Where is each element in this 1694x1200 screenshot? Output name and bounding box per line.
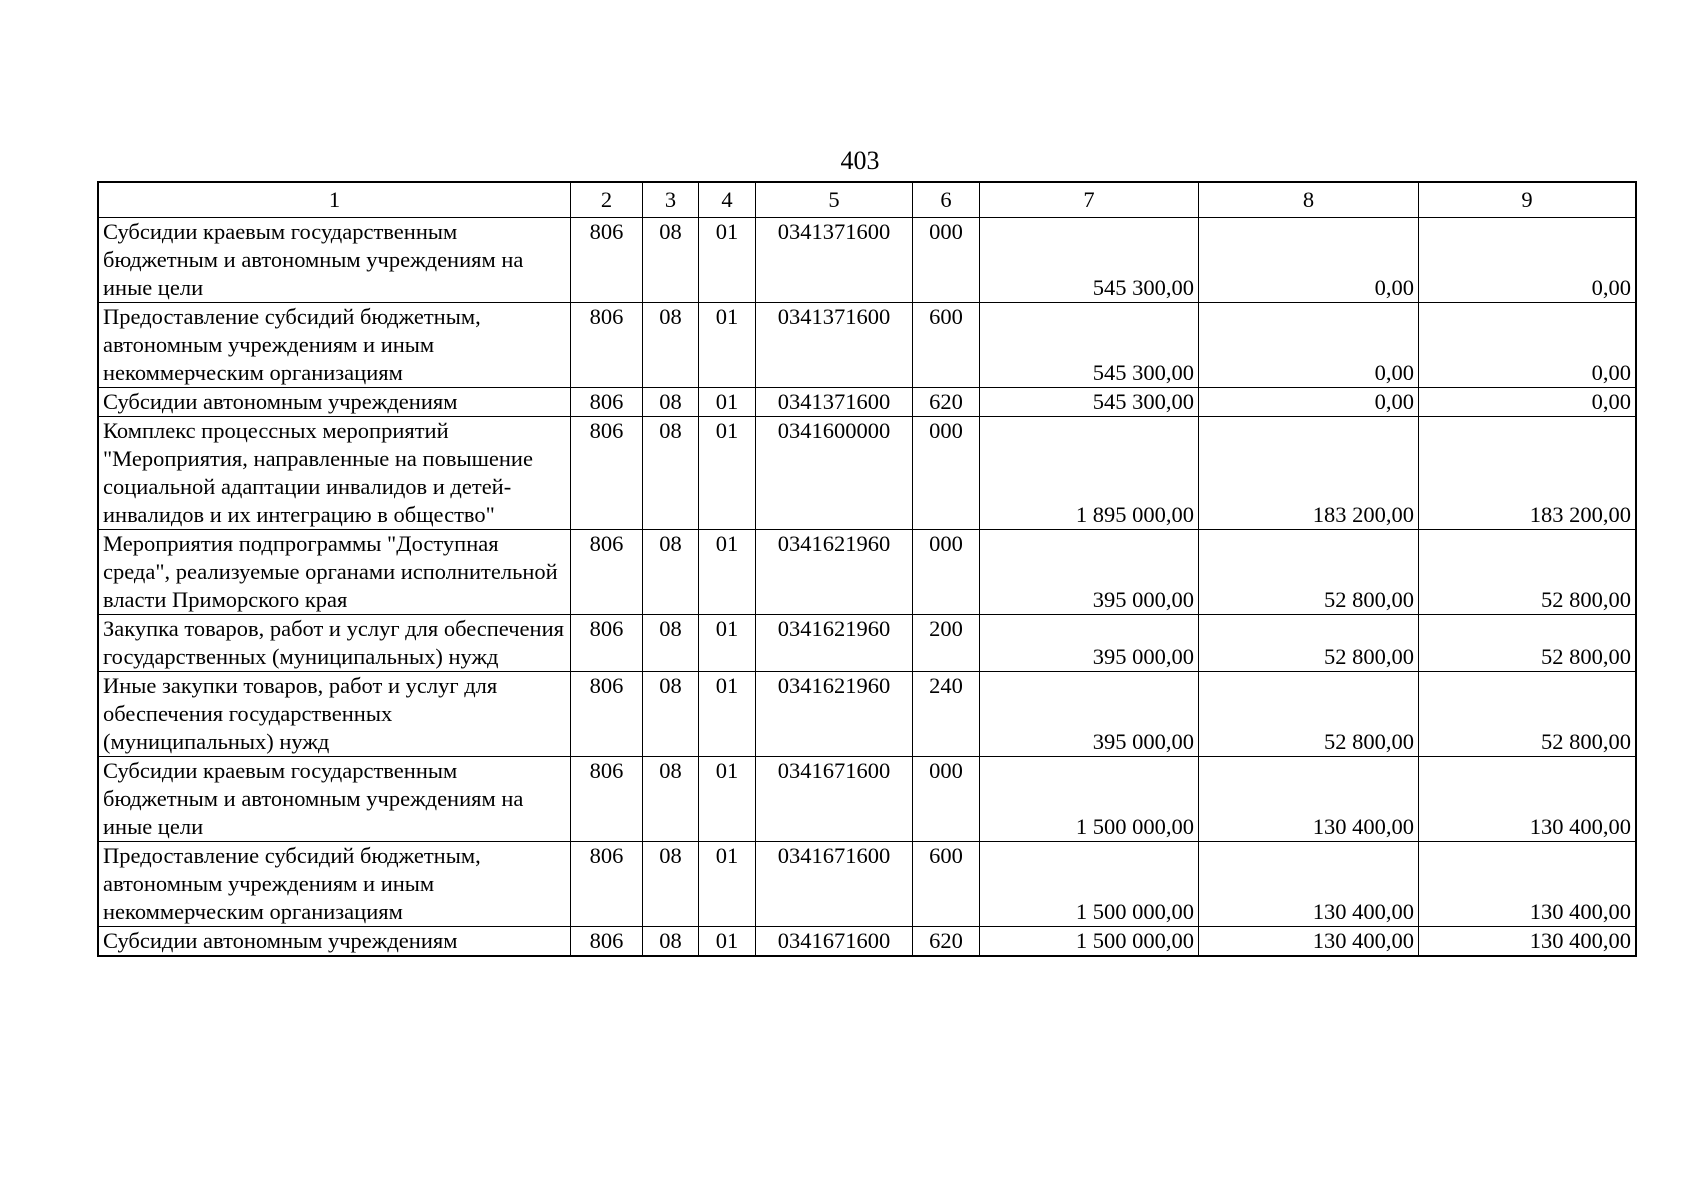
subsection-code: 01 <box>699 218 756 303</box>
subsection-code: 01 <box>699 615 756 672</box>
amount-col8: 52 800,00 <box>1199 615 1419 672</box>
amount-col9: 130 400,00 <box>1419 757 1636 842</box>
section-code: 08 <box>643 927 699 956</box>
admin-code: 806 <box>571 842 643 927</box>
row-name: Предоставление субсидий бюджетным, автономным учреждениям и иным некоммерческим организациям <box>99 303 571 388</box>
target-article-code: 0341371600 <box>756 303 913 388</box>
amount-col7: 1 500 000,00 <box>980 842 1199 927</box>
subsection-code: 01 <box>699 927 756 956</box>
section-code: 08 <box>643 218 699 303</box>
target-article-code: 0341621960 <box>756 615 913 672</box>
table-row <box>99 927 1636 956</box>
admin-code: 806 <box>571 388 643 417</box>
section-code: 08 <box>643 615 699 672</box>
section-code: 08 <box>643 530 699 615</box>
row-name: Субсидии краевым государственным бюджетным и автономным учреждениям на иные цели <box>99 757 571 842</box>
column-header: 8 <box>1199 183 1419 218</box>
expense-type-code: 000 <box>913 218 980 303</box>
target-article-code: 0341621960 <box>756 530 913 615</box>
table-row <box>99 388 1636 417</box>
admin-code: 806 <box>571 303 643 388</box>
amount-col9: 52 800,00 <box>1419 530 1636 615</box>
amount-col9: 183 200,00 <box>1419 417 1636 530</box>
target-article-code: 0341621960 <box>756 672 913 757</box>
admin-code: 806 <box>571 218 643 303</box>
table-row <box>99 218 1636 303</box>
admin-code: 806 <box>571 417 643 530</box>
amount-col9: 0,00 <box>1419 218 1636 303</box>
amount-col8: 130 400,00 <box>1199 757 1419 842</box>
expense-type-code: 000 <box>913 417 980 530</box>
section-code: 08 <box>643 303 699 388</box>
expense-type-code: 600 <box>913 303 980 388</box>
target-article-code: 0341371600 <box>756 388 913 417</box>
amount-col8: 52 800,00 <box>1199 530 1419 615</box>
amount-col8: 0,00 <box>1199 388 1419 417</box>
expense-type-code: 240 <box>913 672 980 757</box>
subsection-code: 01 <box>699 303 756 388</box>
expense-type-code: 000 <box>913 757 980 842</box>
table-body <box>99 218 1636 956</box>
expense-type-code: 620 <box>913 927 980 956</box>
subsection-code: 01 <box>699 842 756 927</box>
table-row <box>99 842 1636 927</box>
amount-col8: 183 200,00 <box>1199 417 1419 530</box>
amount-col7: 1 500 000,00 <box>980 757 1199 842</box>
table-row <box>99 417 1636 530</box>
row-name: Субсидии автономным учреждениям <box>99 927 571 956</box>
row-name: Комплекс процессных мероприятий "Мероприятия, направленные на повышение социальной адаптации инвалидов и детей-инвалидов и их интеграцию в общество" <box>99 417 571 530</box>
amount-col7: 395 000,00 <box>980 672 1199 757</box>
amount-col9: 130 400,00 <box>1419 842 1636 927</box>
target-article-code: 0341671600 <box>756 842 913 927</box>
expense-type-code: 600 <box>913 842 980 927</box>
section-code: 08 <box>643 757 699 842</box>
expense-type-code: 620 <box>913 388 980 417</box>
admin-code: 806 <box>571 757 643 842</box>
table-row <box>99 757 1636 842</box>
row-name: Закупка товаров, работ и услуг для обеспечения государственных (муниципальных) нужд <box>99 615 571 672</box>
target-article-code: 0341671600 <box>756 927 913 956</box>
amount-col8: 0,00 <box>1199 218 1419 303</box>
admin-code: 806 <box>571 530 643 615</box>
amount-col7: 545 300,00 <box>980 218 1199 303</box>
table-row <box>99 530 1636 615</box>
target-article-code: 0341671600 <box>756 757 913 842</box>
amount-col9: 130 400,00 <box>1419 927 1636 956</box>
admin-code: 806 <box>571 927 643 956</box>
admin-code: 806 <box>571 672 643 757</box>
column-header: 1 <box>99 183 571 218</box>
column-header: 6 <box>913 183 980 218</box>
row-name: Мероприятия подпрограммы "Доступная среда", реализуемые органами исполнительной власти Приморского края <box>99 530 571 615</box>
expense-type-code: 200 <box>913 615 980 672</box>
subsection-code: 01 <box>699 388 756 417</box>
amount-col7: 395 000,00 <box>980 615 1199 672</box>
expense-type-code: 000 <box>913 530 980 615</box>
table-row <box>99 672 1636 757</box>
subsection-code: 01 <box>699 530 756 615</box>
column-header: 5 <box>756 183 913 218</box>
amount-col7: 1 500 000,00 <box>980 927 1199 956</box>
row-name: Субсидии автономным учреждениям <box>99 388 571 417</box>
row-name: Иные закупки товаров, работ и услуг для обеспечения государственных (муниципальных) нужд <box>99 672 571 757</box>
section-code: 08 <box>643 417 699 530</box>
column-header: 4 <box>699 183 756 218</box>
amount-col9: 52 800,00 <box>1419 615 1636 672</box>
amount-col8: 0,00 <box>1199 303 1419 388</box>
column-header: 3 <box>643 183 699 218</box>
section-code: 08 <box>643 388 699 417</box>
admin-code: 806 <box>571 615 643 672</box>
amount-col9: 0,00 <box>1419 388 1636 417</box>
section-code: 08 <box>643 842 699 927</box>
table-row <box>99 615 1636 672</box>
section-code: 08 <box>643 672 699 757</box>
amount-col8: 130 400,00 <box>1199 842 1419 927</box>
amount-col7: 545 300,00 <box>980 388 1199 417</box>
amount-col9: 0,00 <box>1419 303 1636 388</box>
amount-col8: 52 800,00 <box>1199 672 1419 757</box>
column-header: 2 <box>571 183 643 218</box>
page-number: 403 <box>840 146 880 175</box>
column-header: 7 <box>980 183 1199 218</box>
header-row <box>99 183 1636 218</box>
subsection-code: 01 <box>699 672 756 757</box>
target-article-code: 0341600000 <box>756 417 913 530</box>
table-row <box>99 303 1636 388</box>
amount-col7: 1 895 000,00 <box>980 417 1199 530</box>
row-name: Субсидии краевым государственным бюджетным и автономным учреждениям на иные цели <box>99 218 571 303</box>
subsection-code: 01 <box>699 757 756 842</box>
amount-col7: 545 300,00 <box>980 303 1199 388</box>
amount-col7: 395 000,00 <box>980 530 1199 615</box>
amount-col8: 130 400,00 <box>1199 927 1419 956</box>
subsection-code: 01 <box>699 417 756 530</box>
amount-col9: 52 800,00 <box>1419 672 1636 757</box>
column-header: 9 <box>1419 183 1636 218</box>
row-name: Предоставление субсидий бюджетным, автономным учреждениям и иным некоммерческим организациям <box>99 842 571 927</box>
budget-table <box>98 182 1636 956</box>
target-article-code: 0341371600 <box>756 218 913 303</box>
